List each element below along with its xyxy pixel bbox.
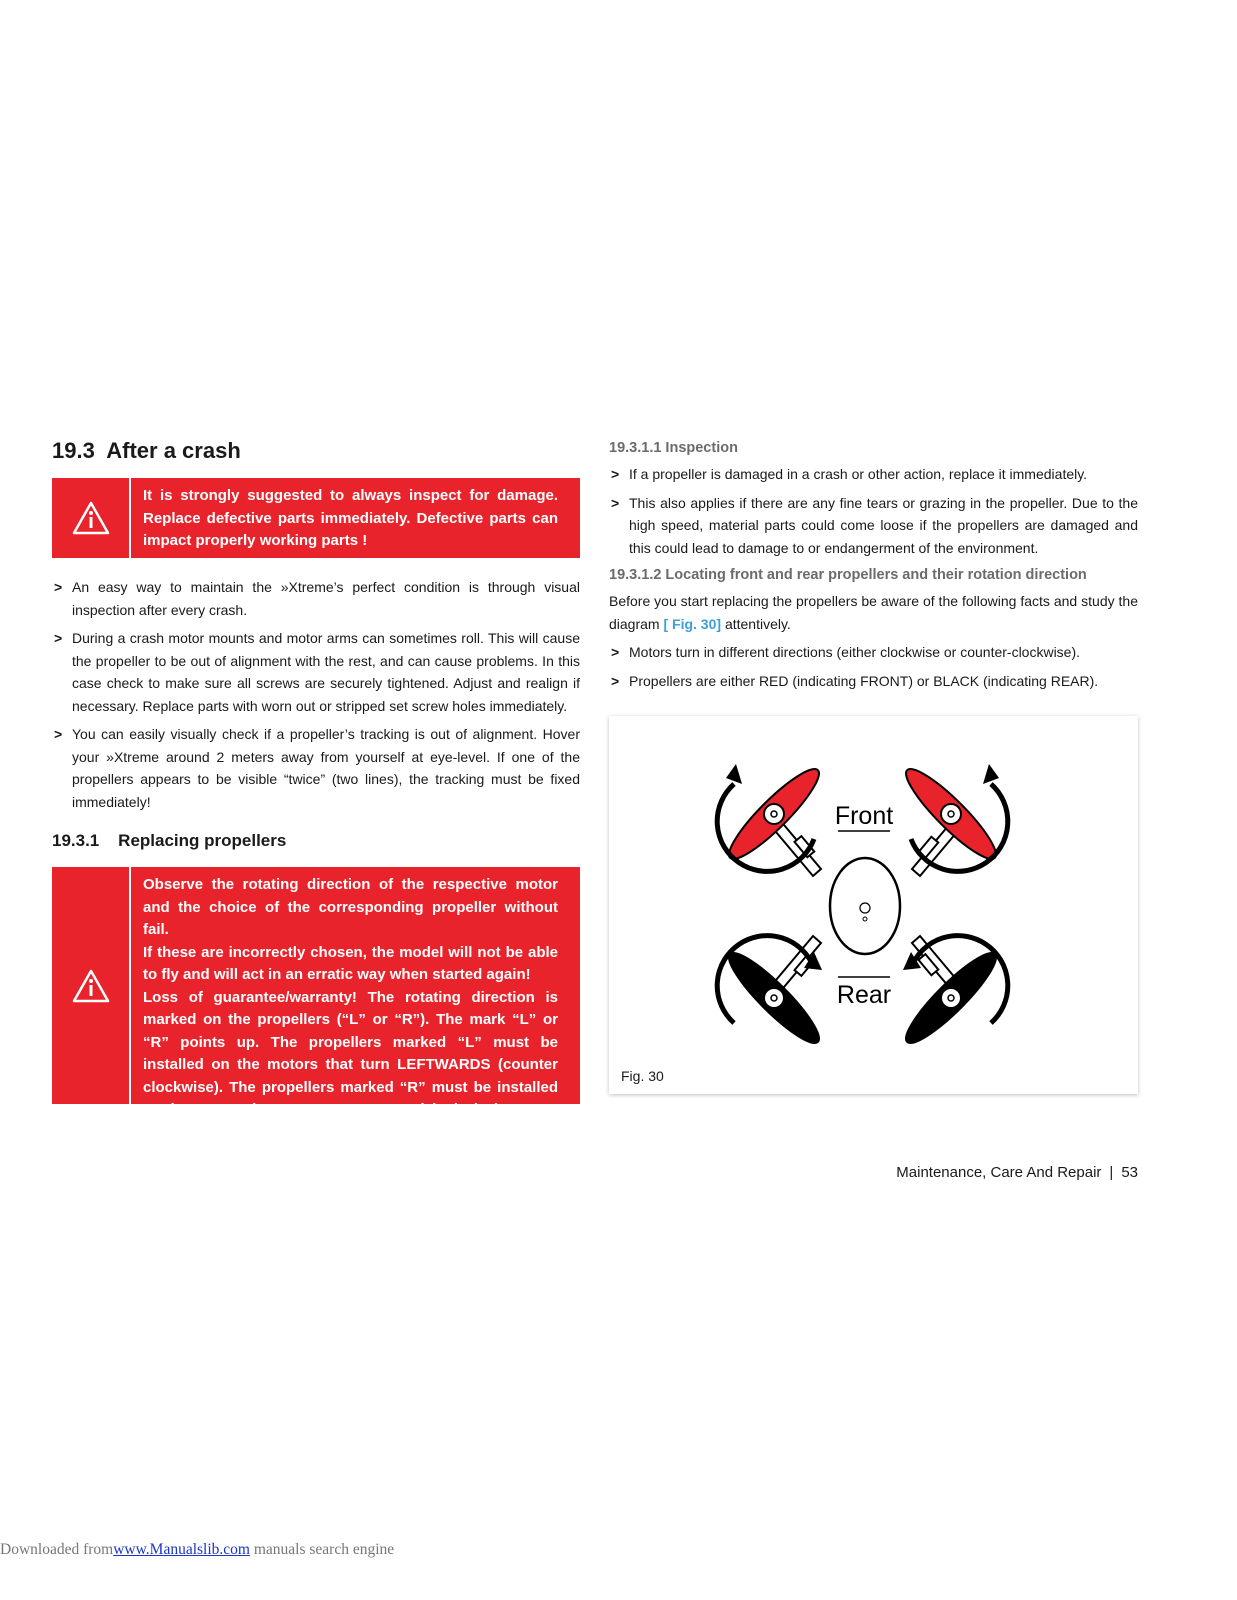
subsection-title: Replacing propellers <box>118 831 287 850</box>
figure-caption: Fig. 30 <box>621 1068 664 1084</box>
locating-intro: Before you start replacing the propellers be aware of the following facts and study the diagram [ Fig. 30] attentively. <box>609 593 1138 632</box>
bullet-marker: > <box>611 466 620 482</box>
list-item: > This also applies if there are any fine tears or grazing in the propeller. Due to the high speed, material parts could come loose if the propellers are damaged and this could lead to damage to or endangerment of the environment. <box>609 492 1138 560</box>
section-number: 19.3 <box>52 438 95 463</box>
drone-body <box>830 858 900 954</box>
section-heading <box>52 438 580 464</box>
front-right-propeller <box>897 760 1008 871</box>
crash-warning-text: It is strongly suggested to always inspect for damage. Replace defective parts immediately. Defective parts can impact properly working parts ! <box>143 487 558 549</box>
list-item: > Motors turn in different directions (either clockwise or counter-clockwise). <box>609 641 1138 664</box>
subsection-number: 19.3.1 <box>52 831 100 850</box>
figure-reference-link[interactable]: [ Fig. 30] <box>663 615 722 632</box>
right-column <box>609 440 1138 1094</box>
list-item: > An easy way to maintain the »Xtreme’s perfect condition is through visual inspection after every crash. <box>52 576 580 621</box>
bullet-marker: > <box>54 579 63 595</box>
propeller-warning-text: Observe the rotating direction of the respective motor and the choice of the corresponding propeller without fail. If these are incorrectly chosen, the model will not be able to fly and will act in an erratic way when started again! Loss of guarantee/warranty! The rotating direction is marked on the propellers (“L” or “R”). The mark “L” or “R” points up. The propellers marked “L” must be installed on the motors that turn LEFTWARDS (counter clockwise). The propellers marked “R” must be installed on the motors that turn RIGHTWARDS (clockwise). <box>143 876 558 1118</box>
propeller-warning-box <box>52 867 580 1118</box>
bullet-marker: > <box>54 726 63 742</box>
manualslib-link[interactable]: www.Manualslib.com <box>113 1541 250 1558</box>
list-item: > You can easily visually check if a propeller’s tracking is out of alignment. Hover your »Xtreme around 2 meters away from yourself at eye-level. If one of the propellers appears to be visible “twice” (two lines), the tracking must be fixed immediately! <box>52 723 580 813</box>
subsection-heading <box>52 831 580 851</box>
bullet-marker: > <box>54 630 63 646</box>
front-label: Front <box>834 802 894 830</box>
inspection-heading: 19.3.1.1 Inspection <box>609 440 738 456</box>
rear-right-propeller <box>897 936 1008 1052</box>
footer-separator: | <box>1109 1164 1114 1181</box>
list-item: > Propellers are either RED (indicating FRONT) or BLACK (indicating REAR). <box>609 670 1138 693</box>
locating-heading: 19.3.1.2 Locating front and rear propellers and their rotation direction <box>609 567 1087 583</box>
list-item: > During a crash motor mounts and motor arms can sometimes roll. This will cause the propeller to be out of alignment with the rest, and can cause problems. In this case check to make sure all screws are securely tightened. Adjust and realign if necessary. Replace parts with worn out or stripped set screw holes immediately. <box>52 627 580 717</box>
warning-triangle-icon <box>52 478 131 558</box>
crash-bullet-list <box>52 576 580 813</box>
locating-bullet-list <box>609 641 1138 692</box>
footer-chapter: Maintenance, Care And Repair <box>896 1164 1102 1181</box>
bullet-marker: > <box>611 644 620 660</box>
figure-30 <box>609 716 1138 1094</box>
page-footer <box>896 1164 1138 1181</box>
inspection-bullet-list <box>609 463 1138 559</box>
download-notice: Downloaded fromwww.Manualslib.com manuals search engine <box>0 1541 395 1558</box>
left-column <box>52 438 580 1122</box>
section-title: After a crash <box>106 438 241 463</box>
bullet-marker: > <box>611 494 620 511</box>
crash-warning-box <box>52 478 580 558</box>
list-item: > If a propeller is damaged in a crash or other action, replace it immediately. <box>609 463 1138 486</box>
rear-label: Rear <box>836 981 892 1009</box>
page-number: 53 <box>1121 1164 1138 1181</box>
quadcopter-diagram <box>609 716 1138 1094</box>
bullet-marker: > <box>611 672 620 689</box>
warning-triangle-icon <box>52 867 131 1104</box>
